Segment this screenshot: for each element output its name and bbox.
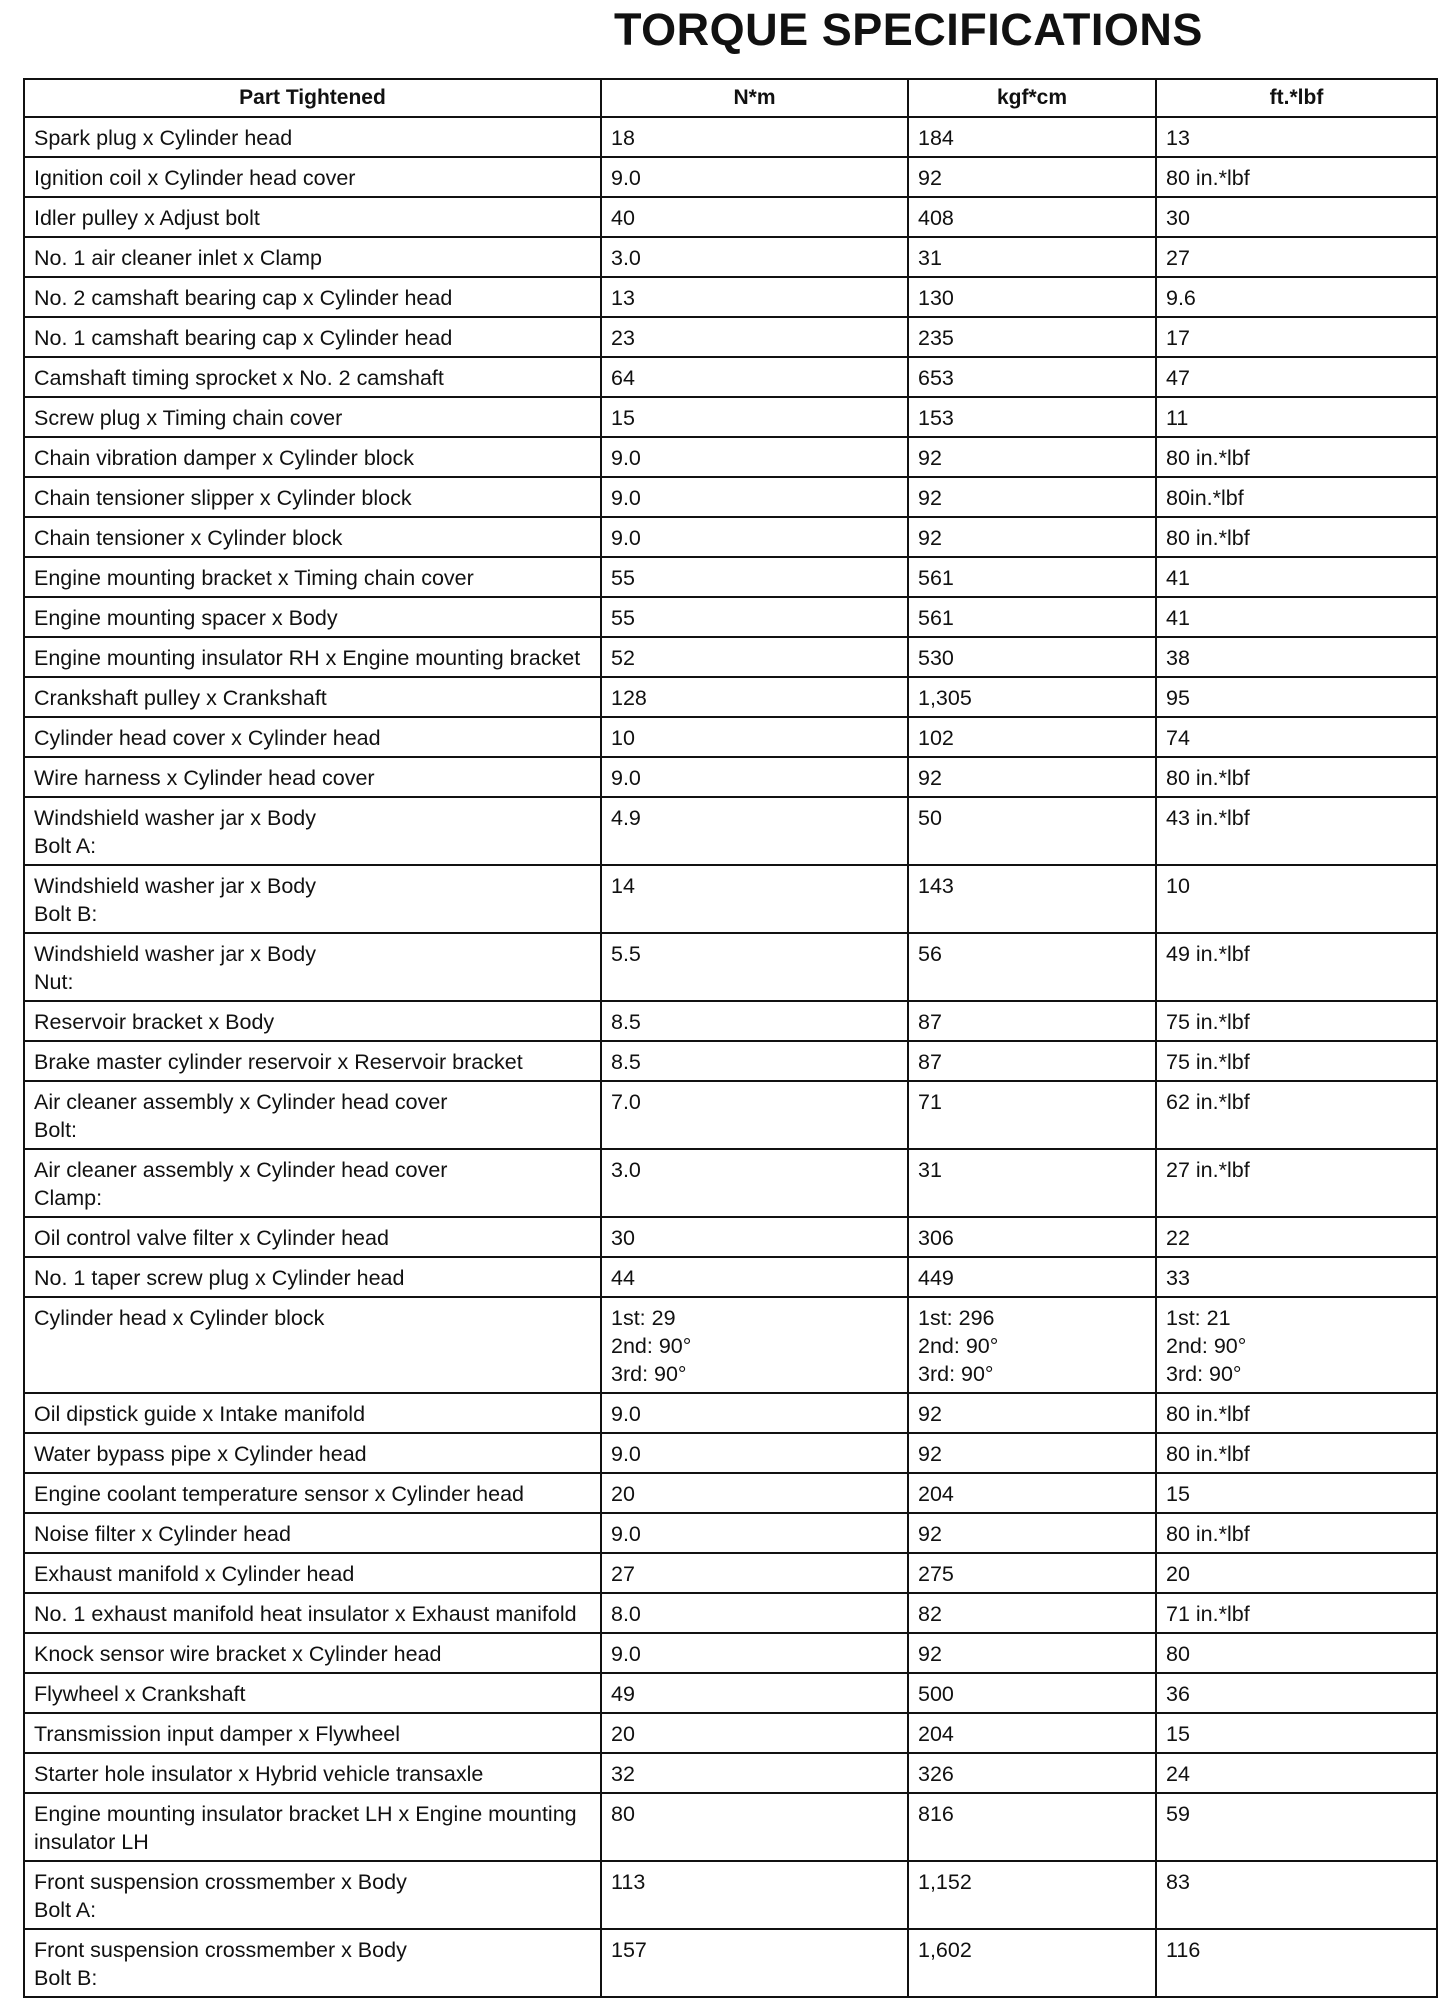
kgfcm-cell: 102 bbox=[908, 717, 1156, 757]
nm-cell: 27 bbox=[601, 1553, 908, 1593]
ftlbf-cell: 59 bbox=[1156, 1793, 1437, 1861]
kgfcm-cell: 50 bbox=[908, 797, 1156, 865]
part-cell: Chain vibration damper x Cylinder block bbox=[24, 437, 601, 477]
nm-cell: 14 bbox=[601, 865, 908, 933]
table-row bbox=[24, 277, 1437, 317]
kgfcm-cell: 449 bbox=[908, 1257, 1156, 1297]
part-cell: Chain tensioner x Cylinder block bbox=[24, 517, 601, 557]
kgfcm-cell: 130 bbox=[908, 277, 1156, 317]
kgfcm-cell: 500 bbox=[908, 1673, 1156, 1713]
part-cell: Exhaust manifold x Cylinder head bbox=[24, 1553, 601, 1593]
part-cell: Noise filter x Cylinder head bbox=[24, 1513, 601, 1553]
table-row bbox=[24, 117, 1437, 157]
ftlbf-cell: 80 in.*lbf bbox=[1156, 1393, 1437, 1433]
nm-cell: 55 bbox=[601, 557, 908, 597]
ftlbf-cell: 41 bbox=[1156, 597, 1437, 637]
table-row bbox=[24, 1393, 1437, 1433]
kgfcm-cell: 143 bbox=[908, 865, 1156, 933]
ftlbf-cell: 83 bbox=[1156, 1861, 1437, 1929]
header-part-tightened: Part Tightened bbox=[24, 79, 601, 117]
kgfcm-cell: 87 bbox=[908, 1041, 1156, 1081]
ftlbf-cell: 17 bbox=[1156, 317, 1437, 357]
nm-cell: 7.0 bbox=[601, 1081, 908, 1149]
kgfcm-cell: 92 bbox=[908, 1633, 1156, 1673]
part-cell: Windshield washer jar x Body Nut: bbox=[24, 933, 601, 1001]
table-row bbox=[24, 1929, 1437, 1997]
page-title: TORQUE SPECIFICATIONS bbox=[614, 4, 1203, 55]
nm-cell: 9.0 bbox=[601, 1393, 908, 1433]
nm-cell: 8.5 bbox=[601, 1001, 908, 1041]
part-cell: Knock sensor wire bracket x Cylinder head bbox=[24, 1633, 601, 1673]
table-row bbox=[24, 397, 1437, 437]
nm-cell: 23 bbox=[601, 317, 908, 357]
table-row bbox=[24, 757, 1437, 797]
ftlbf-cell: 13 bbox=[1156, 117, 1437, 157]
part-cell: Spark plug x Cylinder head bbox=[24, 117, 601, 157]
kgfcm-cell: 816 bbox=[908, 1793, 1156, 1861]
part-cell: Engine coolant temperature sensor x Cylinder head bbox=[24, 1473, 601, 1513]
ftlbf-cell: 15 bbox=[1156, 1713, 1437, 1753]
table-header-row bbox=[24, 79, 1437, 117]
table-row bbox=[24, 1633, 1437, 1673]
nm-cell: 8.0 bbox=[601, 1593, 908, 1633]
kgfcm-cell: 87 bbox=[908, 1001, 1156, 1041]
nm-cell: 4.9 bbox=[601, 797, 908, 865]
ftlbf-cell: 49 in.*lbf bbox=[1156, 933, 1437, 1001]
nm-cell: 13 bbox=[601, 277, 908, 317]
kgfcm-cell: 56 bbox=[908, 933, 1156, 1001]
kgfcm-cell: 561 bbox=[908, 557, 1156, 597]
part-cell: No. 2 camshaft bearing cap x Cylinder head bbox=[24, 277, 601, 317]
part-cell: Ignition coil x Cylinder head cover bbox=[24, 157, 601, 197]
table-row bbox=[24, 865, 1437, 933]
table-row bbox=[24, 197, 1437, 237]
nm-cell: 9.0 bbox=[601, 477, 908, 517]
ftlbf-cell: 80in.*lbf bbox=[1156, 477, 1437, 517]
ftlbf-cell: 47 bbox=[1156, 357, 1437, 397]
ftlbf-cell: 71 in.*lbf bbox=[1156, 1593, 1437, 1633]
part-cell: Starter hole insulator x Hybrid vehicle transaxle bbox=[24, 1753, 601, 1793]
ftlbf-cell: 36 bbox=[1156, 1673, 1437, 1713]
ftlbf-cell: 74 bbox=[1156, 717, 1437, 757]
ftlbf-cell: 62 in.*lbf bbox=[1156, 1081, 1437, 1149]
nm-cell: 30 bbox=[601, 1217, 908, 1257]
nm-cell: 9.0 bbox=[601, 157, 908, 197]
kgfcm-cell: 92 bbox=[908, 757, 1156, 797]
table-row bbox=[24, 237, 1437, 277]
header-kgfcm: kgf*cm bbox=[908, 79, 1156, 117]
nm-cell: 80 bbox=[601, 1793, 908, 1861]
ftlbf-cell: 80 in.*lbf bbox=[1156, 157, 1437, 197]
kgfcm-cell: 530 bbox=[908, 637, 1156, 677]
kgfcm-cell: 92 bbox=[908, 1513, 1156, 1553]
nm-cell: 9.0 bbox=[601, 1633, 908, 1673]
ftlbf-cell: 27 in.*lbf bbox=[1156, 1149, 1437, 1217]
kgfcm-cell: 82 bbox=[908, 1593, 1156, 1633]
table-row bbox=[24, 517, 1437, 557]
table-row bbox=[24, 1217, 1437, 1257]
table-row bbox=[24, 557, 1437, 597]
table-row bbox=[24, 797, 1437, 865]
table-row bbox=[24, 1513, 1437, 1553]
part-cell: Oil dipstick guide x Intake manifold bbox=[24, 1393, 601, 1433]
table-row bbox=[24, 1593, 1437, 1633]
ftlbf-cell: 80 in.*lbf bbox=[1156, 1513, 1437, 1553]
part-cell: Screw plug x Timing chain cover bbox=[24, 397, 601, 437]
nm-cell: 20 bbox=[601, 1473, 908, 1513]
part-cell: No. 1 camshaft bearing cap x Cylinder head bbox=[24, 317, 601, 357]
ftlbf-cell: 10 bbox=[1156, 865, 1437, 933]
table-row bbox=[24, 717, 1437, 757]
ftlbf-cell: 43 in.*lbf bbox=[1156, 797, 1437, 865]
kgfcm-cell: 92 bbox=[908, 517, 1156, 557]
kgfcm-cell: 306 bbox=[908, 1217, 1156, 1257]
kgfcm-cell: 1,305 bbox=[908, 677, 1156, 717]
part-cell: Air cleaner assembly x Cylinder head cover Clamp: bbox=[24, 1149, 601, 1217]
part-cell: Cylinder head x Cylinder block bbox=[24, 1297, 601, 1393]
nm-cell: 64 bbox=[601, 357, 908, 397]
nm-cell: 32 bbox=[601, 1753, 908, 1793]
part-cell: Brake master cylinder reservoir x Reservoir bracket bbox=[24, 1041, 601, 1081]
nm-cell: 40 bbox=[601, 197, 908, 237]
nm-cell: 9.0 bbox=[601, 517, 908, 557]
ftlbf-cell: 41 bbox=[1156, 557, 1437, 597]
table-row bbox=[24, 1001, 1437, 1041]
ftlbf-cell: 15 bbox=[1156, 1473, 1437, 1513]
nm-cell: 8.5 bbox=[601, 1041, 908, 1081]
part-cell: Front suspension crossmember x Body Bolt B: bbox=[24, 1929, 601, 1997]
kgfcm-cell: 275 bbox=[908, 1553, 1156, 1593]
kgfcm-cell: 561 bbox=[908, 597, 1156, 637]
kgfcm-cell: 1,152 bbox=[908, 1861, 1156, 1929]
part-cell: Crankshaft pulley x Crankshaft bbox=[24, 677, 601, 717]
ftlbf-cell: 33 bbox=[1156, 1257, 1437, 1297]
ftlbf-cell: 24 bbox=[1156, 1753, 1437, 1793]
table-row bbox=[24, 1041, 1437, 1081]
part-cell: Reservoir bracket x Body bbox=[24, 1001, 601, 1041]
table-row bbox=[24, 637, 1437, 677]
table-row bbox=[24, 1433, 1437, 1473]
kgfcm-cell: 204 bbox=[908, 1713, 1156, 1753]
kgfcm-cell: 31 bbox=[908, 1149, 1156, 1217]
part-cell: Water bypass pipe x Cylinder head bbox=[24, 1433, 601, 1473]
ftlbf-cell: 80 in.*lbf bbox=[1156, 437, 1437, 477]
nm-cell: 10 bbox=[601, 717, 908, 757]
nm-cell: 157 bbox=[601, 1929, 908, 1997]
part-cell: Front suspension crossmember x Body Bolt A: bbox=[24, 1861, 601, 1929]
kgfcm-cell: 326 bbox=[908, 1753, 1156, 1793]
part-cell: Transmission input damper x Flywheel bbox=[24, 1713, 601, 1753]
kgfcm-cell: 92 bbox=[908, 477, 1156, 517]
ftlbf-cell: 116 bbox=[1156, 1929, 1437, 1997]
kgfcm-cell: 204 bbox=[908, 1473, 1156, 1513]
ftlbf-cell: 38 bbox=[1156, 637, 1437, 677]
header-ftlbf: ft.*lbf bbox=[1156, 79, 1437, 117]
part-cell: Chain tensioner slipper x Cylinder block bbox=[24, 477, 601, 517]
nm-cell: 55 bbox=[601, 597, 908, 637]
table-row bbox=[24, 157, 1437, 197]
table-row bbox=[24, 1753, 1437, 1793]
nm-cell: 3.0 bbox=[601, 1149, 908, 1217]
kgfcm-cell: 92 bbox=[908, 157, 1156, 197]
ftlbf-cell: 75 in.*lbf bbox=[1156, 1041, 1437, 1081]
kgfcm-cell: 31 bbox=[908, 237, 1156, 277]
table-row bbox=[24, 1553, 1437, 1593]
nm-cell: 49 bbox=[601, 1673, 908, 1713]
kgfcm-cell: 92 bbox=[908, 1433, 1156, 1473]
table-row bbox=[24, 1861, 1437, 1929]
part-cell: Flywheel x Crankshaft bbox=[24, 1673, 601, 1713]
ftlbf-cell: 30 bbox=[1156, 197, 1437, 237]
ftlbf-cell: 95 bbox=[1156, 677, 1437, 717]
table-row bbox=[24, 1473, 1437, 1513]
part-cell: Engine mounting insulator RH x Engine mounting bracket bbox=[24, 637, 601, 677]
part-cell: Oil control valve filter x Cylinder head bbox=[24, 1217, 601, 1257]
nm-cell: 128 bbox=[601, 677, 908, 717]
nm-cell: 9.0 bbox=[601, 1433, 908, 1473]
nm-cell: 20 bbox=[601, 1713, 908, 1753]
table-row bbox=[24, 1257, 1437, 1297]
part-cell: Engine mounting bracket x Timing chain cover bbox=[24, 557, 601, 597]
ftlbf-cell: 80 in.*lbf bbox=[1156, 1433, 1437, 1473]
part-cell: No. 1 air cleaner inlet x Clamp bbox=[24, 237, 601, 277]
nm-cell: 9.0 bbox=[601, 757, 908, 797]
kgfcm-cell: 184 bbox=[908, 117, 1156, 157]
part-cell: Wire harness x Cylinder head cover bbox=[24, 757, 601, 797]
part-cell: Windshield washer jar x Body Bolt A: bbox=[24, 797, 601, 865]
table-row bbox=[24, 597, 1437, 637]
table-row bbox=[24, 1673, 1437, 1713]
table-row bbox=[24, 437, 1437, 477]
ftlbf-cell: 80 in.*lbf bbox=[1156, 757, 1437, 797]
table-row bbox=[24, 1081, 1437, 1149]
kgfcm-cell: 653 bbox=[908, 357, 1156, 397]
ftlbf-cell: 9.6 bbox=[1156, 277, 1437, 317]
table-row bbox=[24, 357, 1437, 397]
ftlbf-cell: 27 bbox=[1156, 237, 1437, 277]
nm-cell: 9.0 bbox=[601, 437, 908, 477]
table-row bbox=[24, 1297, 1437, 1393]
part-cell: Idler pulley x Adjust bolt bbox=[24, 197, 601, 237]
nm-cell: 3.0 bbox=[601, 237, 908, 277]
kgfcm-cell: 71 bbox=[908, 1081, 1156, 1149]
table-row bbox=[24, 1713, 1437, 1753]
nm-cell: 5.5 bbox=[601, 933, 908, 1001]
table-row bbox=[24, 677, 1437, 717]
part-cell: Engine mounting insulator bracket LH x Engine mounting insulator LH bbox=[24, 1793, 601, 1861]
ftlbf-cell: 1st: 21 2nd: 90° 3rd: 90° bbox=[1156, 1297, 1437, 1393]
ftlbf-cell: 22 bbox=[1156, 1217, 1437, 1257]
kgfcm-cell: 1st: 296 2nd: 90° 3rd: 90° bbox=[908, 1297, 1156, 1393]
part-cell: Air cleaner assembly x Cylinder head cover Bolt: bbox=[24, 1081, 601, 1149]
part-cell: No. 1 exhaust manifold heat insulator x Exhaust manifold bbox=[24, 1593, 601, 1633]
part-cell: Engine mounting spacer x Body bbox=[24, 597, 601, 637]
kgfcm-cell: 92 bbox=[908, 437, 1156, 477]
ftlbf-cell: 75 in.*lbf bbox=[1156, 1001, 1437, 1041]
nm-cell: 18 bbox=[601, 117, 908, 157]
kgfcm-cell: 153 bbox=[908, 397, 1156, 437]
ftlbf-cell: 80 bbox=[1156, 1633, 1437, 1673]
ftlbf-cell: 11 bbox=[1156, 397, 1437, 437]
kgfcm-cell: 408 bbox=[908, 197, 1156, 237]
kgfcm-cell: 1,602 bbox=[908, 1929, 1156, 1997]
part-cell: Camshaft timing sprocket x No. 2 camshaft bbox=[24, 357, 601, 397]
kgfcm-cell: 92 bbox=[908, 1393, 1156, 1433]
nm-cell: 44 bbox=[601, 1257, 908, 1297]
nm-cell: 1st: 29 2nd: 90° 3rd: 90° bbox=[601, 1297, 908, 1393]
table-row bbox=[24, 933, 1437, 1001]
nm-cell: 9.0 bbox=[601, 1513, 908, 1553]
part-cell: Windshield washer jar x Body Bolt B: bbox=[24, 865, 601, 933]
nm-cell: 15 bbox=[601, 397, 908, 437]
kgfcm-cell: 235 bbox=[908, 317, 1156, 357]
table-row bbox=[24, 317, 1437, 357]
table-row bbox=[24, 1149, 1437, 1217]
part-cell: No. 1 taper screw plug x Cylinder head bbox=[24, 1257, 601, 1297]
part-cell: Cylinder head cover x Cylinder head bbox=[24, 717, 601, 757]
nm-cell: 52 bbox=[601, 637, 908, 677]
ftlbf-cell: 20 bbox=[1156, 1553, 1437, 1593]
nm-cell: 113 bbox=[601, 1861, 908, 1929]
table-row bbox=[24, 477, 1437, 517]
ftlbf-cell: 80 in.*lbf bbox=[1156, 517, 1437, 557]
table-row bbox=[24, 1793, 1437, 1861]
torque-spec-table bbox=[23, 78, 1438, 1998]
header-nm: N*m bbox=[601, 79, 908, 117]
